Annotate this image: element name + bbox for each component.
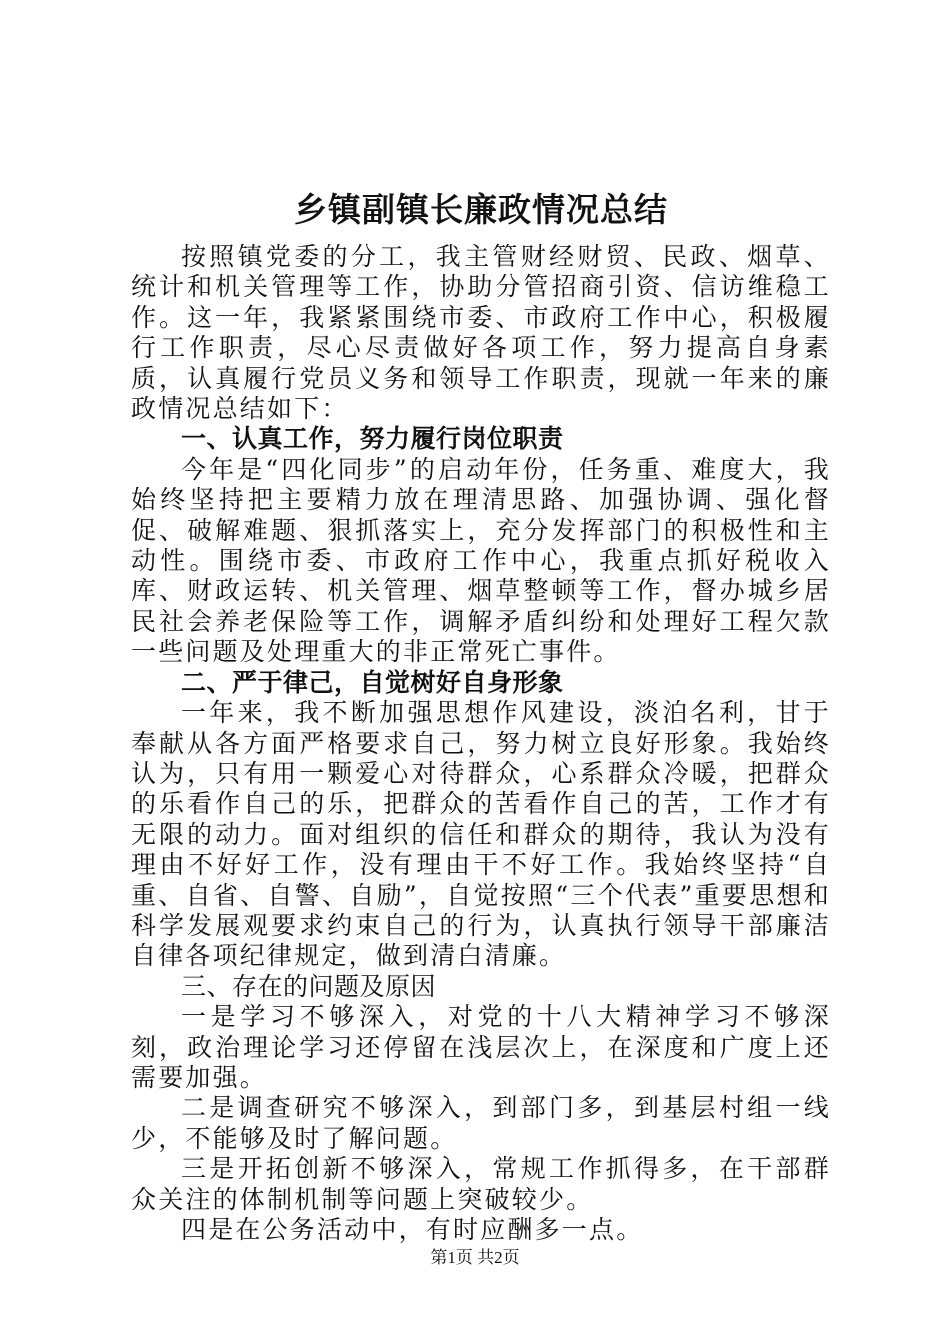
section-2-heading: 二、严于律己，自觉树好自身形象 xyxy=(181,667,564,697)
section-3-heading: 三、存在的问题及原因 xyxy=(181,971,437,1001)
section-2-paragraph: 一年来，我不断加强思想作风建设，淡泊名利，甘于奉献从各方面严格要求自己，努力树立良好形象。我始终认为，只有用一颗爱心对待群众，心系群众冷暖，把群众的乐看作自己的乐，把群众的苦看作自己的苦，工作才有无限的动力。面对组织的信任和群众的期待，我认为没有理由不好好工作，没有理由干不好工作。我始终坚持“自重、自省、自警、自励”，自觉按照“三个代表”重要思想和科学发展观要求约束自己的行为，认真执行领导干部廉洁自律各项纪律规定，做到清白清廉。 xyxy=(131,698,831,971)
section-3-paragraph-4: 四是在公务活动中，有时应酬多一点。 xyxy=(181,1215,644,1244)
section-3-paragraph-2: 二是调查研究不够深入，到部门多，到基层村组一线少，不能够及时了解问题。 xyxy=(131,1093,831,1153)
section-3-paragraph-1: 一是学习不够深入，对党的十八大精神学习不够深刻，政治理论学习还停留在浅层次上，在深度和广度上还需要加强。 xyxy=(131,1002,831,1092)
section-1-paragraph: 今年是“四化同步”的启动年份，任务重、难度大，我始终坚持把主要精力放在理清思路、加强协调、强化督促、破解难题、狠抓落实上，充分发挥部门的积极性和主动性。围绕市委、市政府工作中心，我重点抓好税收入库、财政运转、机关管理、烟草整顿等工作，督办城乡居民社会养老保险等工作，调解矛盾纠纷和处理好工程欠款一些问题及处理重大的非正常死亡事件。 xyxy=(131,454,831,667)
intro-paragraph: 按照镇党委的分工，我主管财经财贸、民政、烟草、统计和机关管理等工作，协助分管招商引资、信访维稳工作。这一年，我紧紧围绕市委、市政府工作中心，积极履行工作职责，尽心尽责做好各项工作，努力提高自身素质，认真履行党员义务和领导工作职责，现就一年来的廉政情况总结如下： xyxy=(131,242,831,424)
section-3-paragraph-3: 三是开拓创新不够深入，常规工作抓得多，在干部群众关注的体制机制等问题上突破较少。 xyxy=(131,1154,831,1214)
section-1-heading: 一、认真工作，努力履行岗位职责 xyxy=(181,424,564,454)
document-title: 乡镇副镇长廉政情况总结 xyxy=(294,190,668,229)
page-footer: 第1页 共2页 xyxy=(430,1248,520,1267)
document-body xyxy=(131,182,831,1245)
